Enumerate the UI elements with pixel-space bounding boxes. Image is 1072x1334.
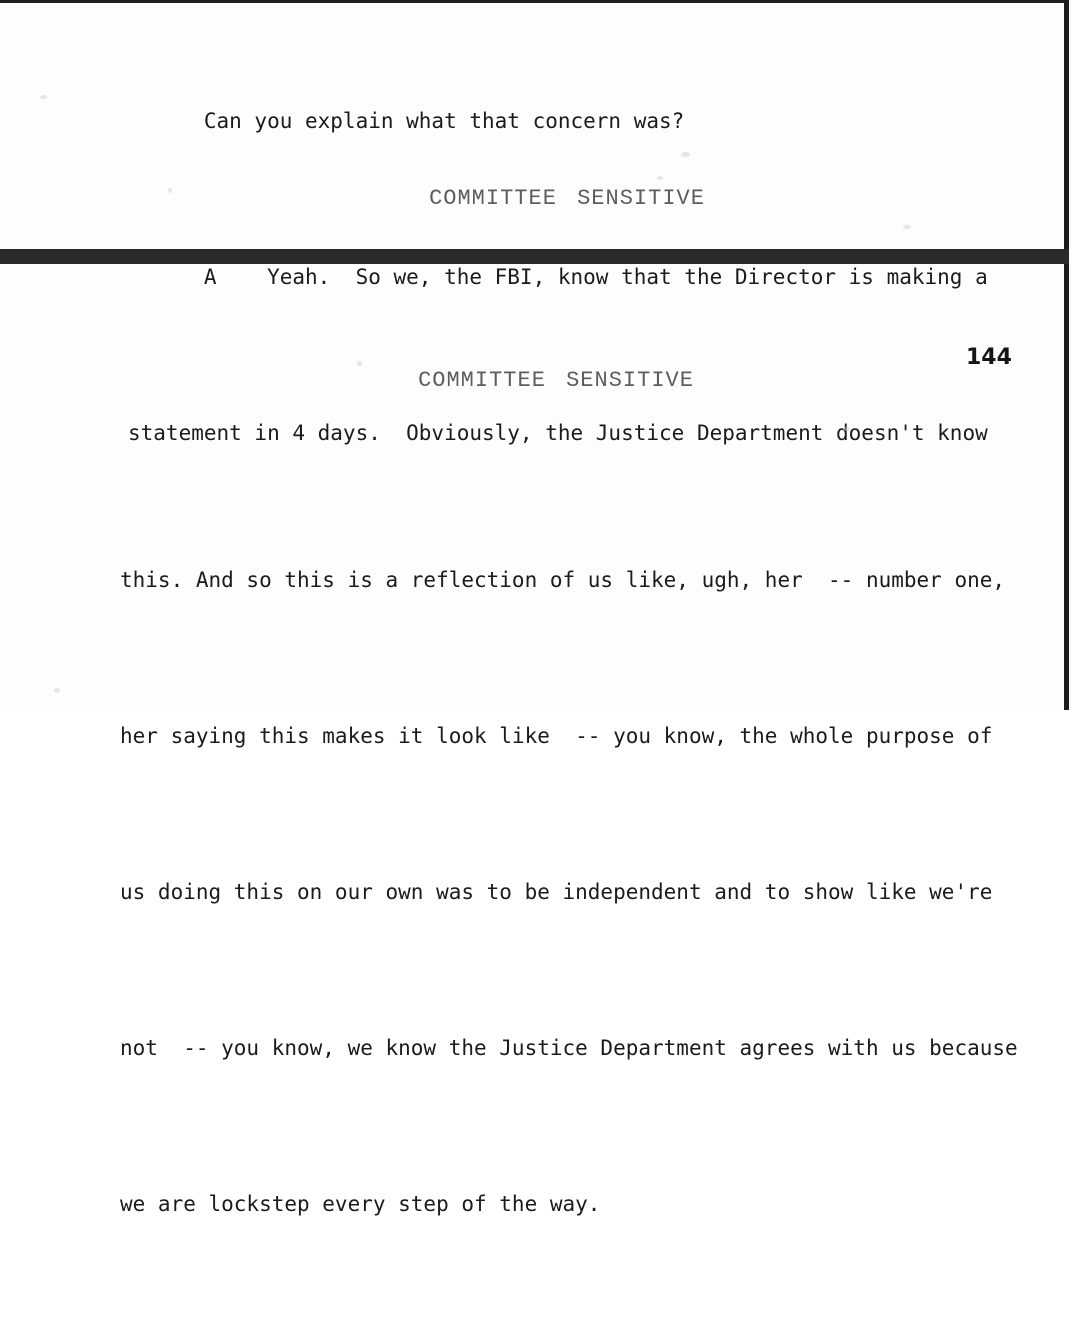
transcript-line: A Yeah. So we, the FBI, know that the Director is making a bbox=[128, 265, 988, 289]
committee-sensitive-header-marking: COMMITTEE SENSITIVE bbox=[418, 368, 694, 393]
page-break-bar bbox=[0, 249, 1069, 264]
transcript-line: not -- you know, we know the Justice Department agrees with us because bbox=[120, 1036, 1018, 1060]
transcript-line: this. And so this is a reflection of us like, ugh, her -- number one, bbox=[120, 568, 1006, 592]
scan-artifact bbox=[843, 427, 850, 431]
transcript-line: her saying this makes it look like -- you know, the whole purpose of bbox=[120, 724, 993, 748]
scan-artifact bbox=[40, 95, 47, 99]
transcript-line: Can you explain what that concern was? bbox=[128, 109, 685, 133]
transcript-line: we are lockstep every step of the way. bbox=[120, 1192, 601, 1216]
scan-artifact bbox=[357, 361, 362, 366]
scan-artifact bbox=[168, 188, 172, 193]
scan-artifact bbox=[903, 225, 911, 229]
transcript-text-current-page bbox=[120, 450, 1018, 1334]
transcript-line: statement in 4 days. Obviously, the Justice Department doesn't know bbox=[128, 421, 988, 445]
scan-right-edge-line bbox=[1064, 0, 1069, 710]
page-number: 144 bbox=[966, 345, 1012, 370]
transcript-line: us doing this on our own was to be independent and to show like we're bbox=[120, 880, 993, 904]
scan-artifact bbox=[54, 688, 60, 693]
committee-sensitive-footer-marking: COMMITTEE SENSITIVE bbox=[429, 186, 705, 211]
scan-artifact bbox=[681, 152, 690, 157]
scan-artifact bbox=[657, 176, 663, 180]
